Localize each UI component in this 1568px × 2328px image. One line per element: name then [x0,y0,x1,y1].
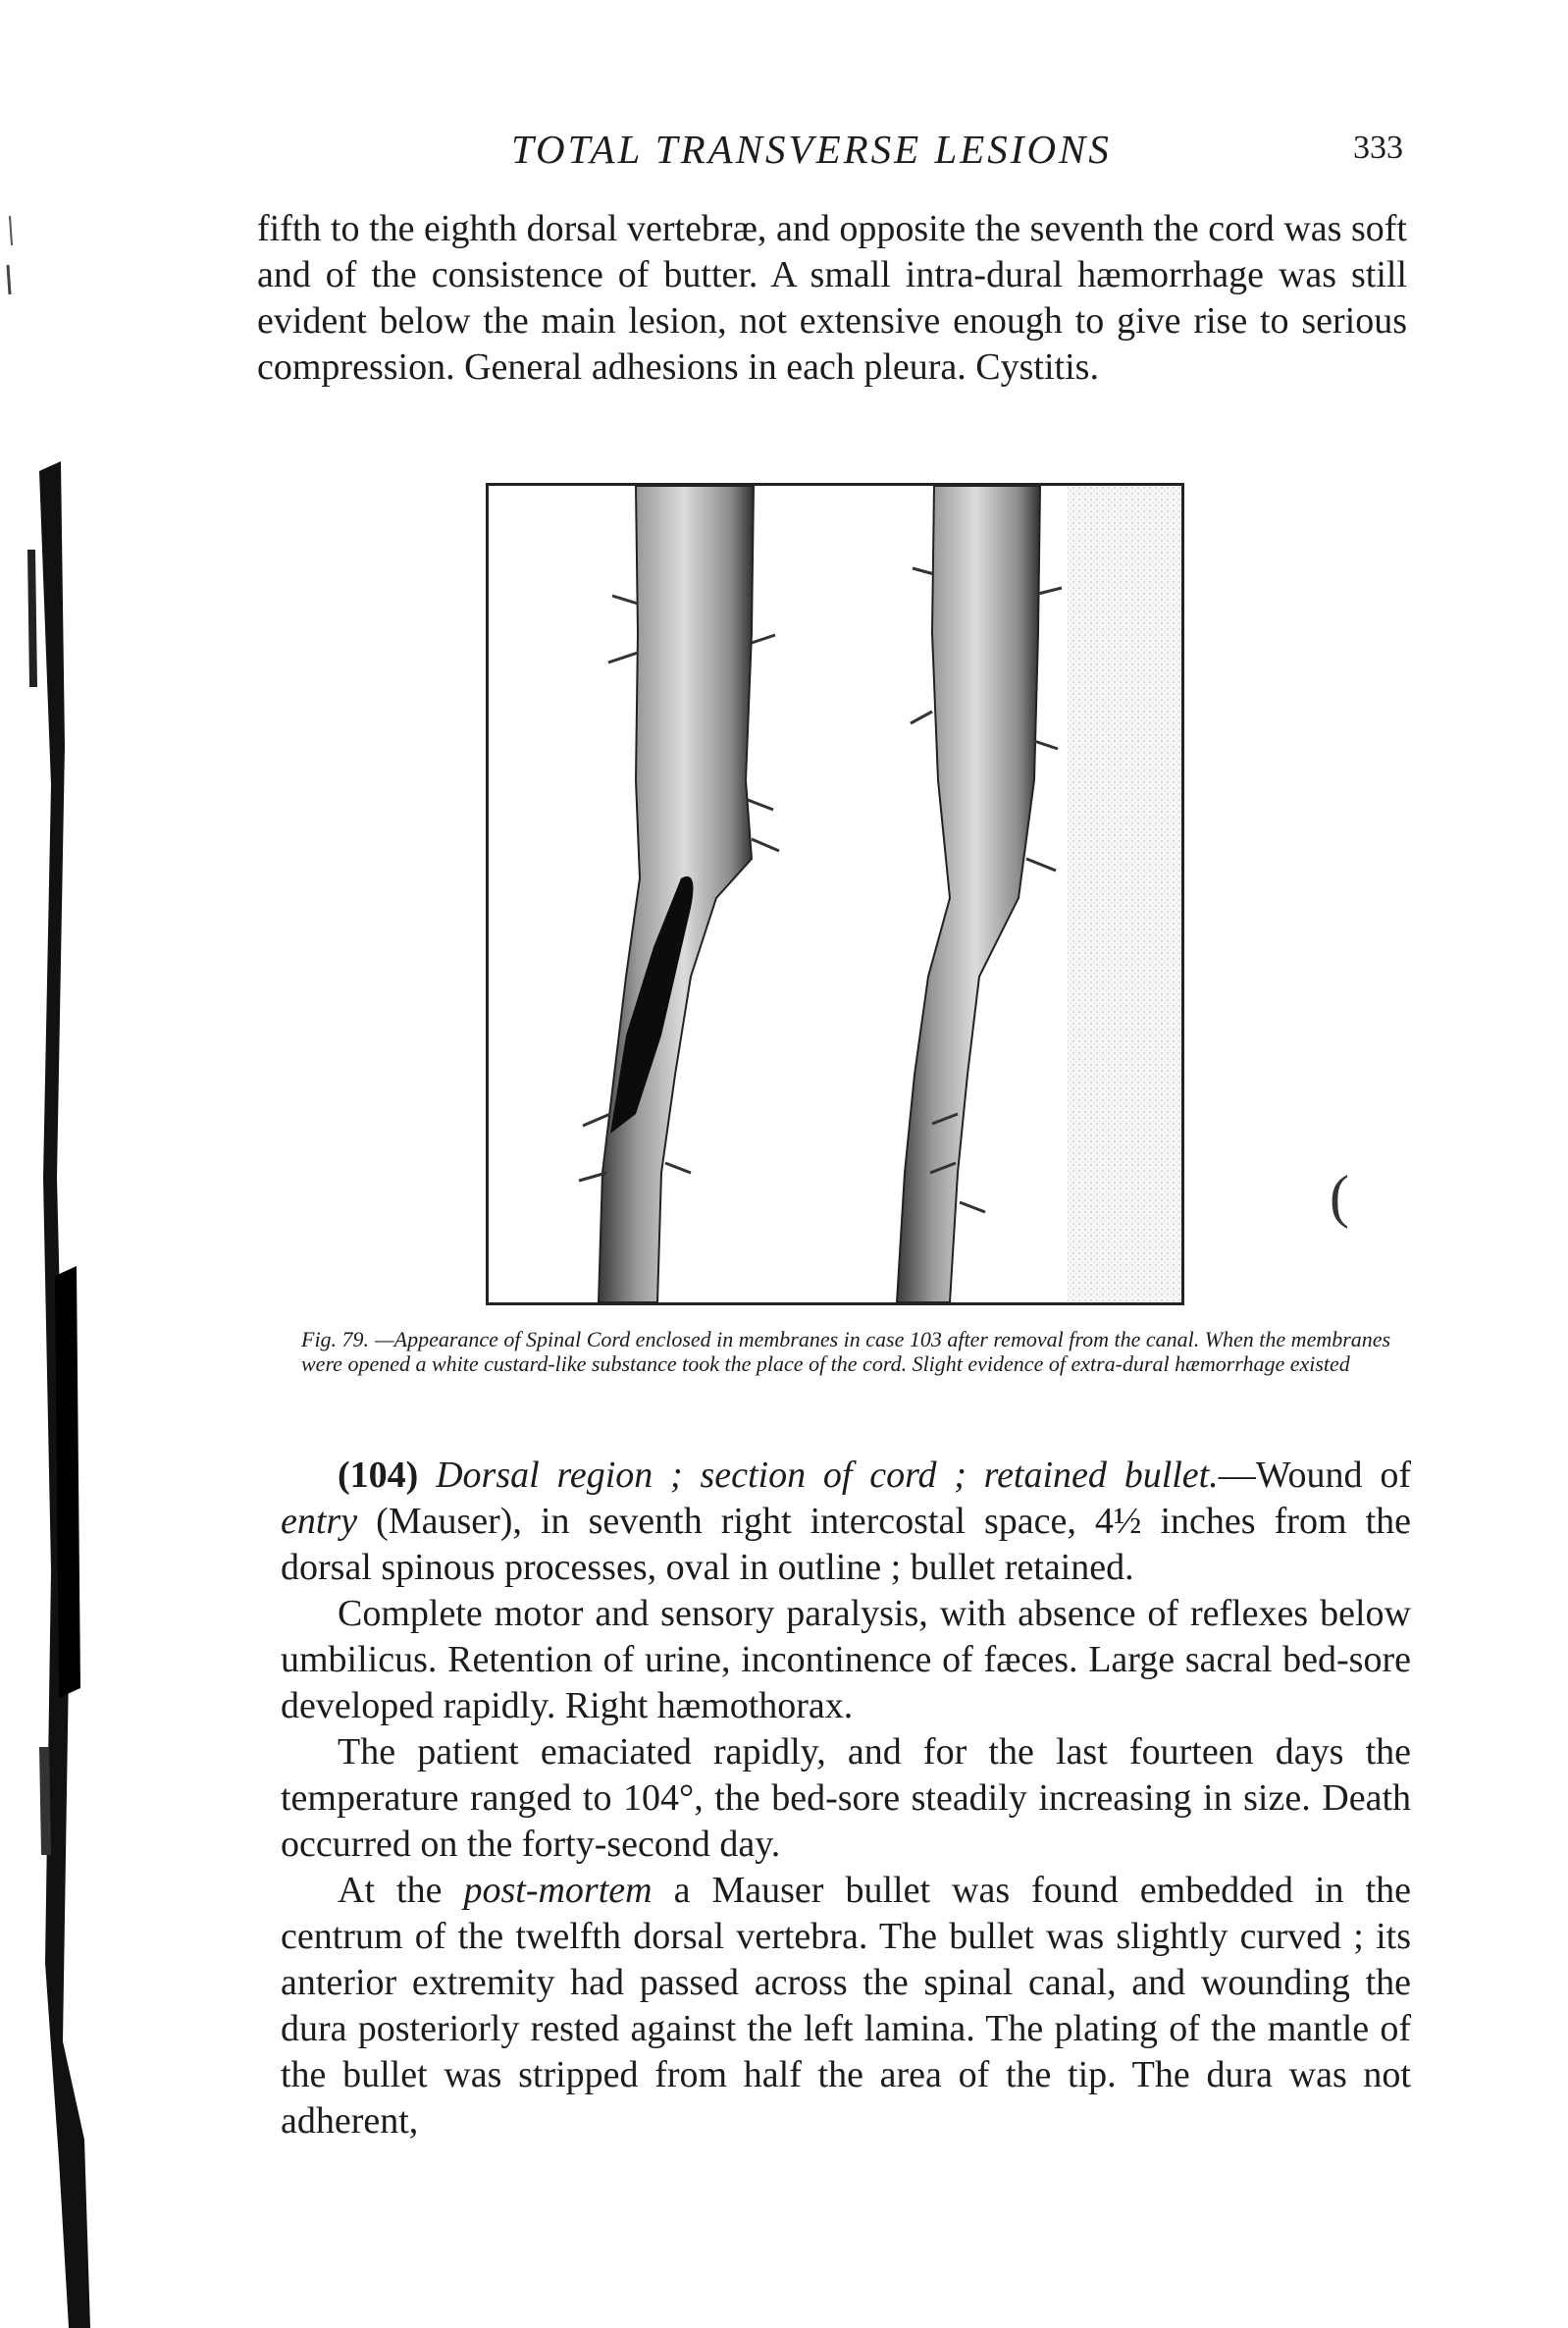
case-intro-text-2: (Mauser), in seventh right intercostal space, 4½ inches from the dorsal spinous processes, oval in outline ; bullet retained. [281,1501,1411,1588]
entry-word: entry [281,1501,358,1542]
page-number: 333 [1353,130,1403,166]
running-header [250,126,1423,185]
continued-paragraph: fifth to the eighth dorsal vertebræ, and opposite the seventh the cord was soft and of the consistence of butter. A small intra-dural hæmorrhage was still evident below the main lesion, not extensive enough to give rise to serious compression. General adhesions in each pleura. Cystitis. [257,208,1407,388]
case-intro-text-1: —Wound of [1218,1455,1411,1496]
para-4-lead: At the [338,1870,464,1911]
case-104-paragraph-3: The patient emaciated rapidly, and for the last fourteen days the temperature ranged to 104°, the bed-sore steadily increasing in size. Death occurred on the forty-second day. [281,1731,1411,1865]
spinal-cord-illustration [489,486,1181,1302]
case-title: Dorsal region ; section of cord ; retained bullet. [436,1455,1219,1496]
running-title: TOTAL TRANSVERSE LESIONS [511,127,1112,172]
post-mortem-term: post-mortem [463,1870,653,1911]
binding-shadow [0,0,137,2328]
para-4-rest: a Mauser bullet was found embedded in the centrum of the twelfth dorsal vertebra. The bullet was slightly curved ; its anterior extremity had passed across the spinal canal, and wounding the dura posteriorly rested against the left lamina. The plating of the mantle of the bullet was stripped from half the area of the tip. The dura was not adherent, [281,1870,1411,2142]
figure-caption [301,1327,1405,1376]
case-104-paragraph-4 [281,1868,1411,2144]
case-number: (104) [338,1455,419,1496]
caption-label: Fig. 79. [301,1327,370,1351]
right-cord [897,486,1040,1302]
stray-margin-mark: ( [1330,1164,1349,1229]
spinal-cord-figure [486,483,1184,1305]
case-104-section [281,1453,1411,2144]
caption-text: —Appearance of Spinal Cord enclosed in membranes in case 103 after removal from the canal. When the membranes were opened a white custard-like substance took the place of the cord. Slight evidence of extra-dural hæmorrhage existed [301,1327,1391,1376]
case-104-paragraph-2: Complete motor and sensory paralysis, with absence of reflexes below umbilicus. Retention of urine, incontinence of fæces. Large sacral bed-sore developed rapidly. Right hæmothorax. [281,1593,1411,1726]
case-104-intro [281,1453,1411,1591]
